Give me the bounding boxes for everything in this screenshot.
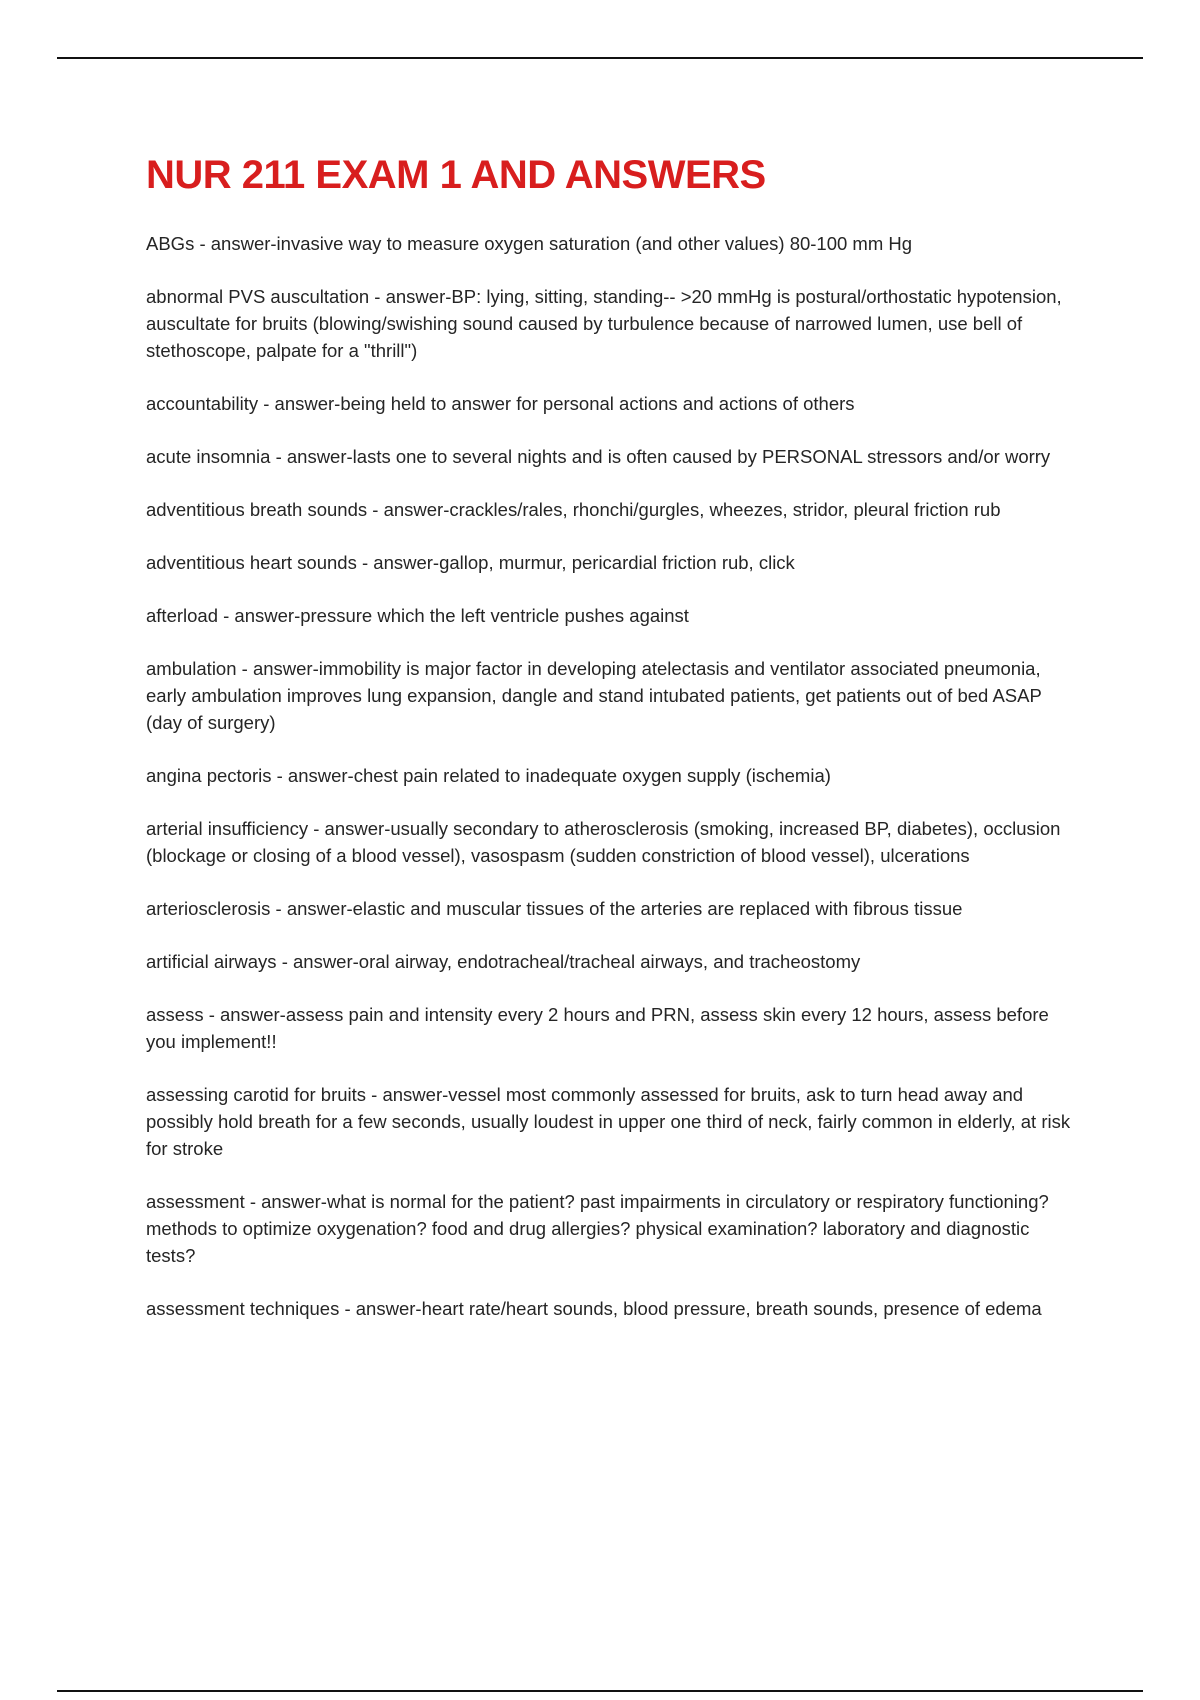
term-entry-angina-pectoris: angina pectoris - answer-chest pain related to inadequate oxygen supply (ischemia) bbox=[146, 765, 831, 786]
term-entry-assessment: assessment - answer-what is normal for the patient? past impairments in circulatory or respiratory functioning? methods to optimize oxygenation? food and drug allergies? physical examination? laboratory and diagnostic tests? bbox=[146, 1191, 1049, 1266]
term-entry-arterial-insufficiency: arterial insufficiency - answer-usually secondary to atherosclerosis (smoking, increased BP, diabetes), occlusion (blockage or closing of a blood vessel), vasospasm (sudden constriction of blood vessel), ulcerations bbox=[146, 818, 1061, 866]
term-entry-artificial-airways: artificial airways - answer-oral airway, endotracheal/tracheal airways, and tracheostomy bbox=[146, 951, 861, 972]
top-rule bbox=[57, 57, 1143, 59]
term-entry-acute-insomnia: acute insomnia - answer-lasts one to several nights and is often caused by PERSONAL stressors and/or worry bbox=[146, 446, 1051, 467]
document-body bbox=[146, 150, 1081, 1348]
term-entry-accountability: accountability - answer-being held to answer for personal actions and actions of others bbox=[146, 393, 855, 414]
term-entry-arteriosclerosis: arteriosclerosis - answer-elastic and muscular tissues of the arteries are replaced with fibrous tissue bbox=[146, 898, 963, 919]
term-entry-assessing-carotid-for-bruits: assessing carotid for bruits - answer-vessel most commonly assessed for bruits, ask to turn head away and possibly hold breath for a few seconds, usually loudest in upper one third of neck, fairly common in elderly, at risk for stroke bbox=[146, 1084, 1071, 1159]
term-entry-adventitious-heart-sounds: adventitious heart sounds - answer-gallop, murmur, pericardial friction rub, click bbox=[146, 552, 795, 573]
term-entry-abgs: ABGs - answer-invasive way to measure oxygen saturation (and other values) 80-100 mm Hg bbox=[146, 233, 913, 254]
document-title: NUR 211 EXAM 1 AND ANSWERS bbox=[146, 153, 766, 197]
term-entry-ambulation: ambulation - answer-immobility is major factor in developing atelectasis and ventilator associated pneumonia, early ambulation improves lung expansion, dangle and stand intubated patients, get patients out of bed ASAP (day of surgery) bbox=[146, 658, 1042, 733]
term-entry-adventitious-breath-sounds: adventitious breath sounds - answer-crackles/rales, rhonchi/gurgles, wheezes, stridor, pleural friction rub bbox=[146, 499, 1001, 520]
term-entry-afterload: afterload - answer-pressure which the left ventricle pushes against bbox=[146, 605, 689, 626]
bottom-rule bbox=[57, 1690, 1143, 1692]
term-entry-assess: assess - answer-assess pain and intensity every 2 hours and PRN, assess skin every 12 hours, assess before you implement!! bbox=[146, 1004, 1049, 1052]
term-entry-assessment-techniques: assessment techniques - answer-heart rate/heart sounds, blood pressure, breath sounds, presence of edema bbox=[146, 1298, 1042, 1319]
term-entry-abnormal-pvs-auscultation: abnormal PVS auscultation - answer-BP: lying, sitting, standing-- >20 mmHg is postural/orthostatic hypotension, auscultate for bruits (blowing/swishing sound caused by turbulence because of narrowed lumen, use bell of stethoscope, palpate for a "thrill") bbox=[146, 286, 1062, 361]
term-list bbox=[146, 230, 1081, 1322]
